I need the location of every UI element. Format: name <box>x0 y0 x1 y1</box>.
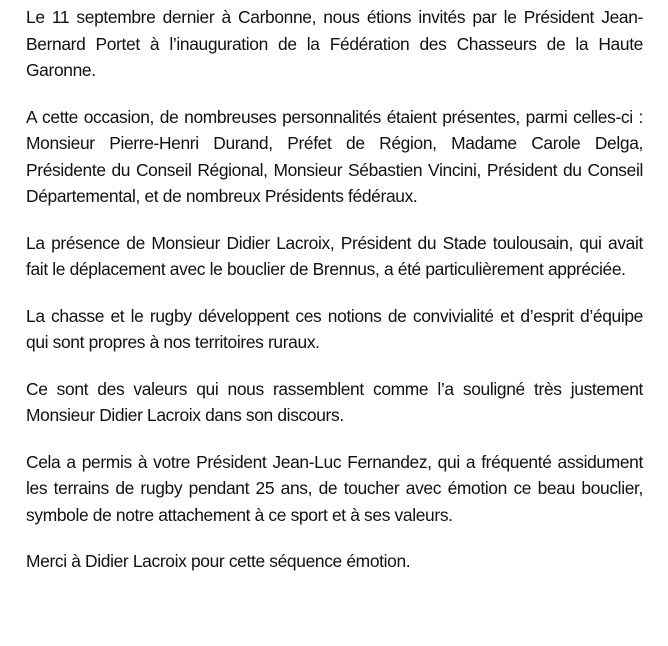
document-body <box>26 4 643 575</box>
paragraph-didier-lacroix: La présence de Monsieur Didier Lacroix, Président du Stade toulousain, qui avait fait le déplacement avec le bouclier de Brennus, a été particulièrement appréciée. <box>26 232 643 280</box>
paragraph-thanks: Merci à Didier Lacroix pour cette séquence émotion. <box>26 551 411 572</box>
paragraph-president-fernandez: Cela a permis à votre Président Jean-Luc Fernandez, qui a fréquenté assidument les terrains de rugby pendant 25 ans, de toucher avec émotion ce beau bouclier, symbole de notre attachement à ce sport et à ses valeurs. <box>26 451 643 525</box>
paragraph-inauguration: Le 11 septembre dernier à Carbonne, nous étions invités par le Président Jean-Bernard Portet à l’inauguration de la Fédération des Chasseurs de la Haute Garonne. <box>26 7 643 81</box>
paragraph-personalities: A cette occasion, de nombreuses personnalités étaient présentes, parmi celles-ci : Monsieur Pierre-Henri Durand, Préfet de Région, Madame Carole Delga, Présidente du Conseil Régional, Monsieur Sébastien Vincini, Président du Conseil Départemental, et de nombreux Présidents fédéraux. <box>26 106 643 207</box>
paragraph-values: Ce sont des valeurs qui nous rassemblent comme l’a souligné très justement Monsieur Didier Lacroix dans son discours. <box>26 378 643 426</box>
paragraph-hunting-rugby: La chasse et le rugby développent ces notions de convivialité et d’esprit d’équipe qui sont propres à nos territoires ruraux. <box>26 305 643 353</box>
